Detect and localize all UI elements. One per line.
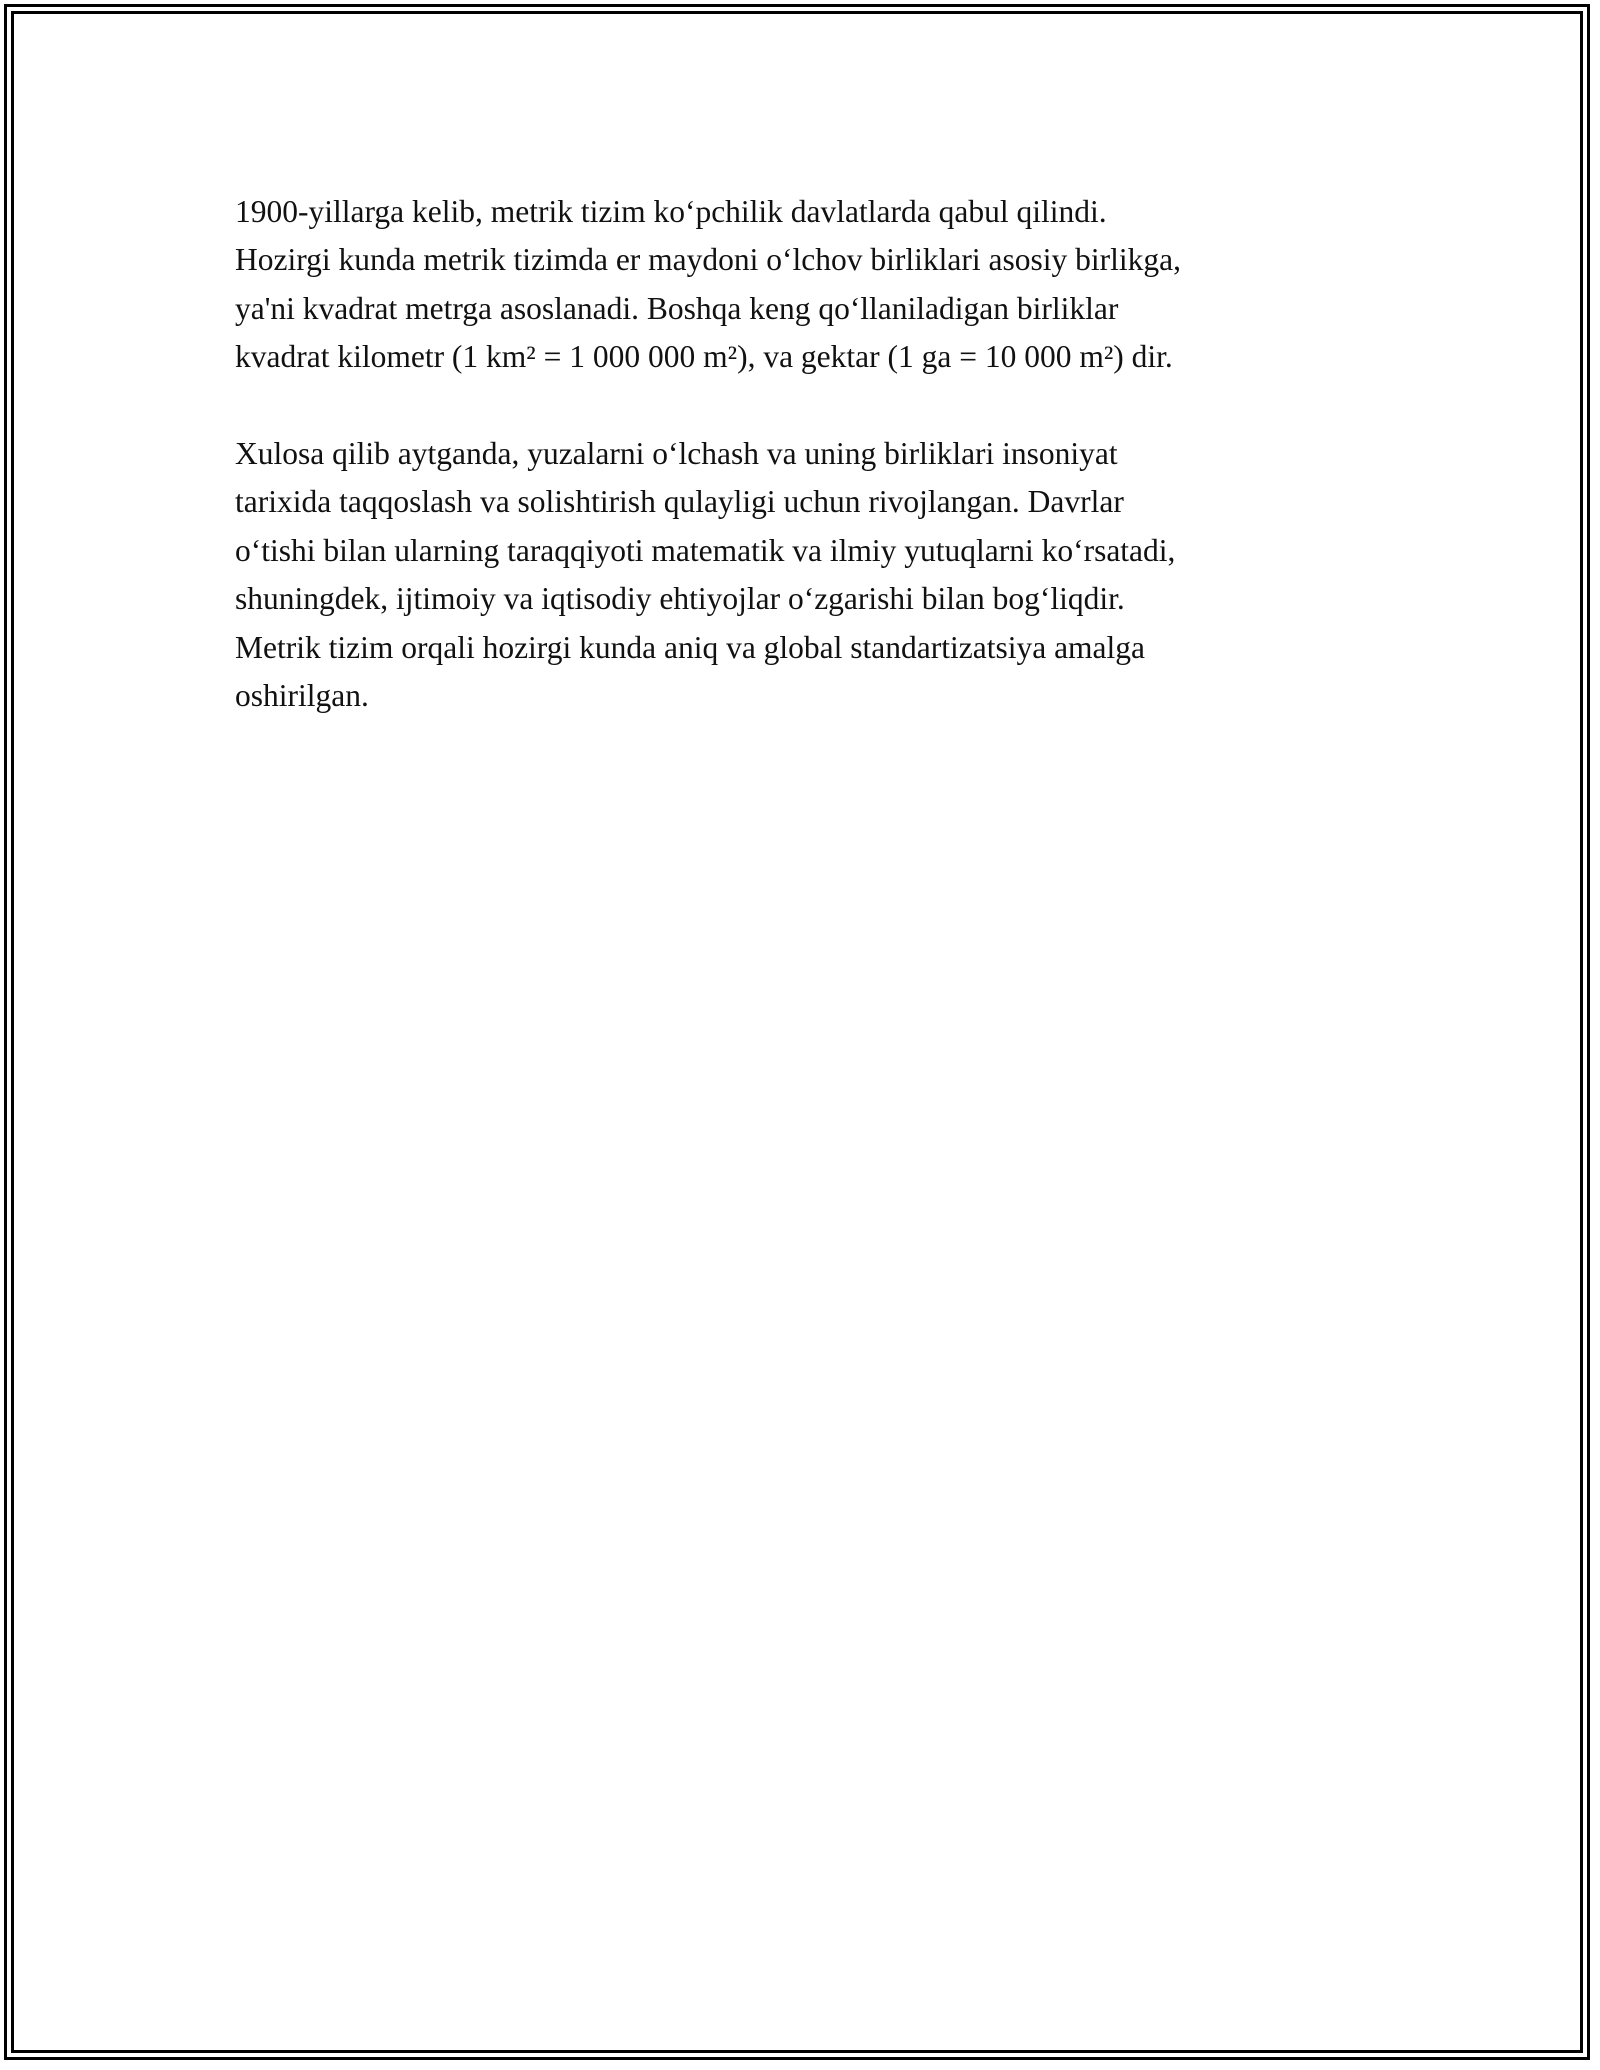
paragraph-metric-system bbox=[235, 188, 1365, 382]
paragraph-conclusion bbox=[235, 430, 1365, 720]
text-line: oʻtishi bilan ularning taraqqiyoti matematik va ilmiy yutuqlarni koʻrsatadi, bbox=[235, 532, 1176, 568]
text-line: Metrik tizim orqali hozirgi kunda aniq va global standartizatsiya amalga bbox=[235, 629, 1146, 665]
text-line: tarixida taqqoslash va solishtirish qulayligi uchun rivojlangan. Davrlar bbox=[235, 484, 1124, 520]
page-content bbox=[235, 188, 1365, 769]
text-line: Xulosa qilib aytganda, yuzalarni oʻlchash va uning birliklari insoniyat bbox=[235, 436, 1118, 472]
text-line: 1900-yillarga kelib, metrik tizim koʻpchilik davlatlarda qabul qilindi. bbox=[235, 194, 1107, 229]
text-line: shuningdek, ijtimoiy va iqtisodiy ehtiyojlar oʻzgarishi bilan bogʻliqdir. bbox=[235, 581, 1125, 617]
text-line: kvadrat kilometr (1 km² = 1 000 000 m²), va gektar (1 ga = 10 000 m²) dir. bbox=[235, 339, 1173, 375]
text-line: ya'ni kvadrat metrga asoslanadi. Boshqa keng qoʻllaniladigan birliklar bbox=[235, 290, 1119, 326]
text-line: Hozirgi kunda metrik tizimda er maydoni oʻlchov birliklari asosiy birlikga, bbox=[235, 242, 1181, 278]
text-line: oshirilgan. bbox=[235, 678, 369, 714]
